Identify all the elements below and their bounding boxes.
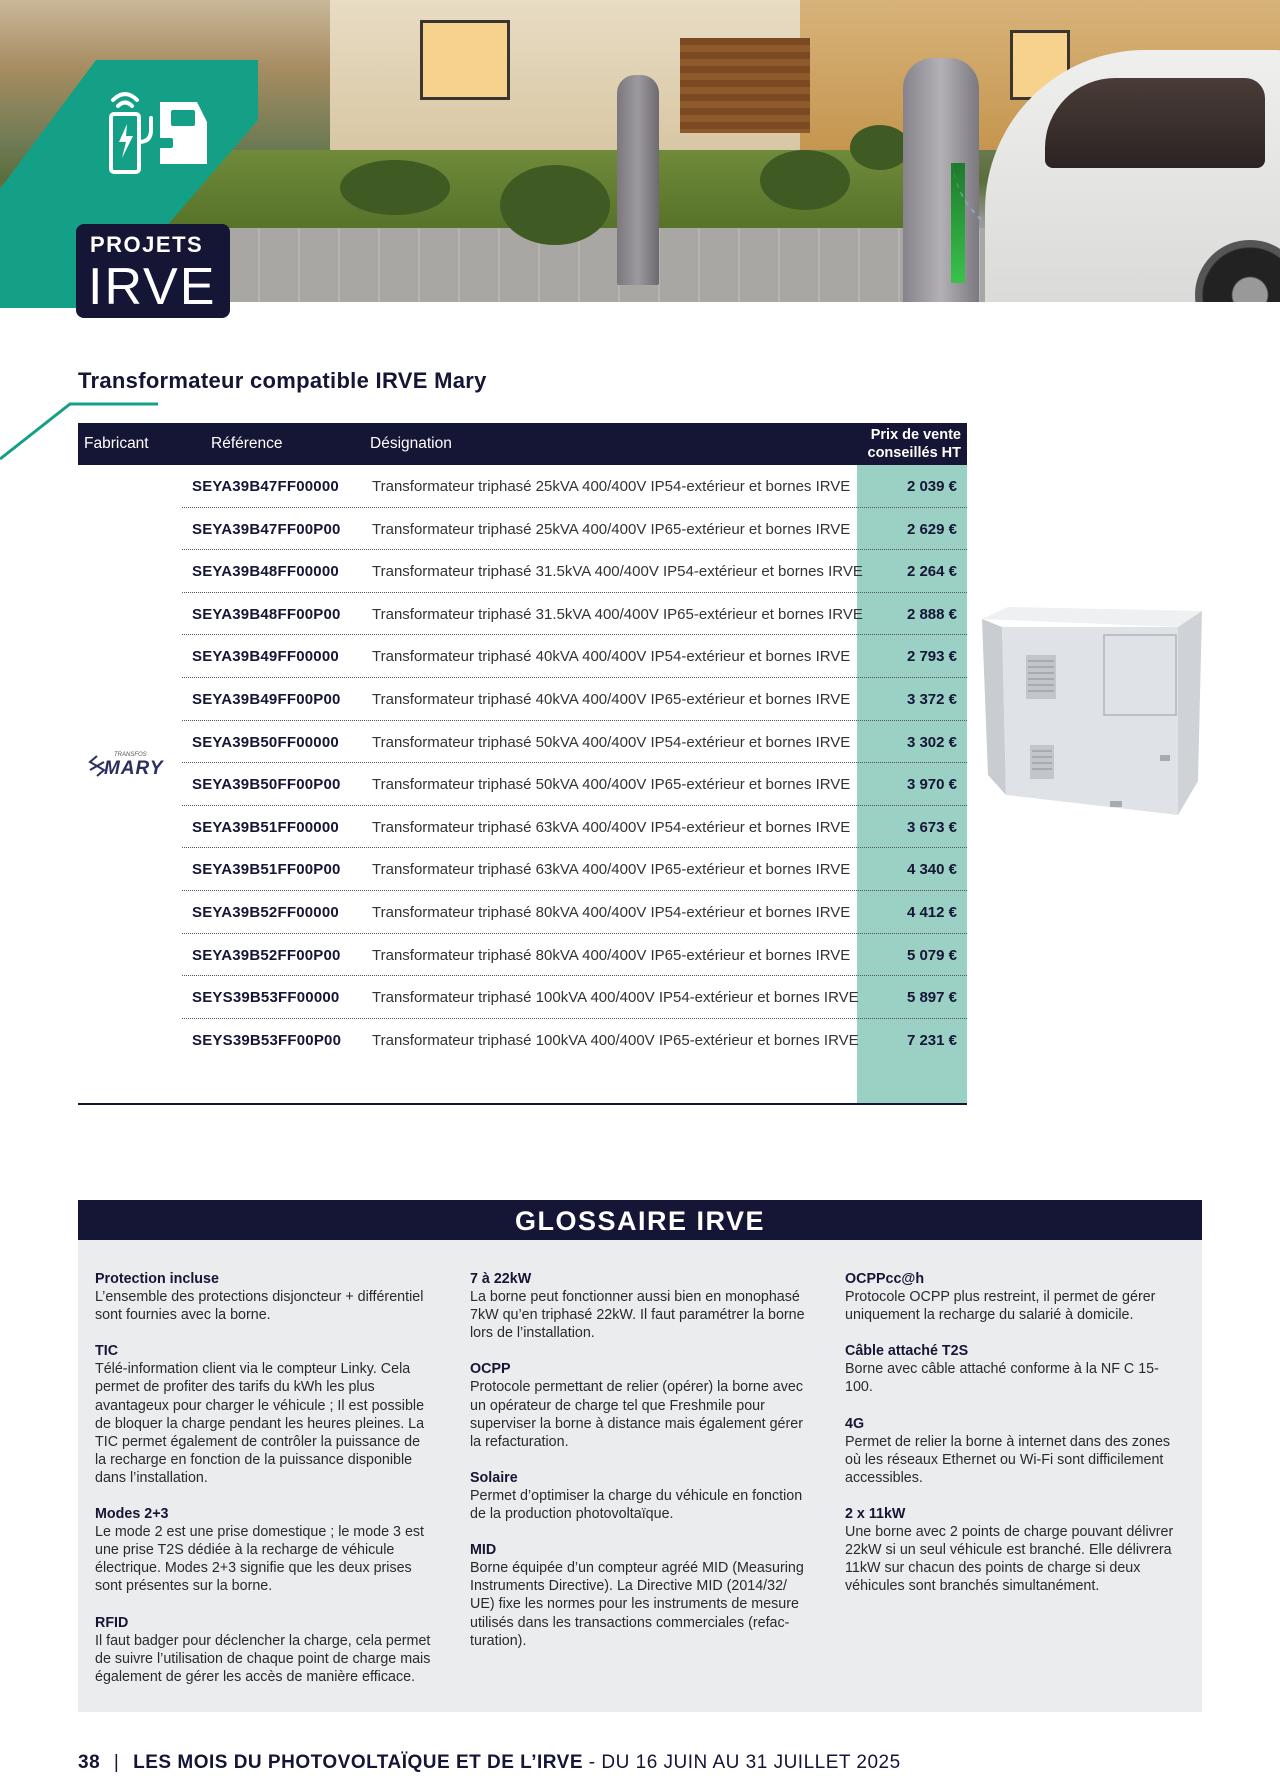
glossary-definition: Il faut badger pour déclencher la charge, cela permet de suivre l’utilisation de chaque point de charge mais également de gérer les accès de manière efficace.	[95, 1632, 431, 1685]
table-row	[182, 1019, 967, 1062]
table-row	[182, 678, 967, 721]
cell-designation: Transformateur triphasé 25kVA 400/400V IP54-extérieur et bornes IRVE	[372, 478, 851, 495]
footer-separator: |	[113, 1752, 120, 1773]
page-number: 38	[78, 1752, 101, 1773]
cell-reference: SEYA39B50FF00P00	[192, 776, 341, 794]
cell-reference: SEYA39B52FF00P00	[192, 946, 341, 964]
glossary-definition: Borne avec câble attaché conforme à la NF C 15-100.	[845, 1361, 1159, 1396]
hero-window	[420, 20, 510, 100]
cell-reference: SEYS39B53FF00P00	[192, 1031, 342, 1049]
glossary-term: Câble attaché T2S	[845, 1343, 969, 1360]
table-row	[182, 465, 967, 508]
page-footer	[78, 1752, 901, 1774]
cell-prix: 2 039 €	[906, 478, 957, 495]
car-wheel	[1195, 240, 1280, 302]
car-window	[1045, 78, 1265, 168]
glossary-term: OCPPcc@h	[845, 1271, 925, 1287]
cell-prix: 2 264 €	[906, 563, 957, 581]
table-row	[182, 891, 967, 934]
header-prix: Prix de vente conseillés HT	[867, 427, 961, 461]
glossary-item	[845, 1505, 1185, 1595]
cell-prix: 3 372 €	[906, 691, 957, 708]
cell-designation: Transformateur triphasé 63kVA 400/400V IP65-extérieur et bornes IRVE	[372, 861, 851, 879]
glossary-definition: L’ensemble des protections disjoncteur + différentiel sont fournies avec la borne.	[95, 1289, 424, 1324]
glossary-term: 7 à 22kW	[470, 1271, 532, 1287]
cell-prix: 5 897 €	[906, 989, 957, 1007]
glossary-term: MID	[470, 1542, 497, 1559]
cell-designation: Transformateur triphasé 50kVA 400/400V IP54-extérieur et bornes IRVE	[372, 733, 851, 751]
cell-prix: 3 673 €	[906, 818, 957, 836]
glossary-item	[470, 1541, 810, 1650]
table-row	[182, 635, 967, 678]
hero-bush	[760, 150, 850, 210]
cell-designation: Transformateur triphasé 100kVA 400/400V IP65-extérieur et bornes IRVE	[372, 1031, 859, 1049]
badge-line1: PROJETS	[90, 232, 204, 257]
glossary-definition: Le mode 2 est une prise domestique ; le mode 3 est une prise T2S dédiée à la recharge de véhicule électrique. Modes 2+3 signifie que les deux prises sont présentes sur la borne.	[95, 1524, 425, 1595]
cell-prix: 7 231 €	[906, 1031, 957, 1049]
table-header	[78, 423, 967, 465]
table-row	[182, 508, 967, 551]
glossary-term: 4G	[845, 1415, 865, 1432]
glossary-item	[845, 1270, 1185, 1324]
hero-garage	[680, 38, 810, 133]
cell-designation: Transformateur triphasé 40kVA 400/400V IP54-extérieur et bornes IRVE	[372, 648, 851, 666]
table-body	[78, 465, 967, 1105]
glossary-item	[95, 1342, 435, 1487]
cell-prix: 3 970 €	[906, 776, 957, 794]
cell-prix: 4 340 €	[906, 861, 957, 879]
glossary-term: Solaire	[470, 1469, 518, 1486]
header-reference: Référence	[211, 435, 283, 452]
glossary-panel	[78, 1200, 1202, 1712]
section-title: Transformateur compatible IRVE Mary	[78, 368, 487, 393]
cell-designation: Transformateur triphasé 80kVA 400/400V IP65-extérieur et bornes IRVE	[372, 946, 851, 964]
glossary-definition: Protocole permettant de relier (opérer) la borne avec un opérateur de charge tel que Freshmile pour superviser la borne à distance mais également gérer la refacturation.	[470, 1379, 803, 1450]
table-row	[182, 763, 967, 806]
cell-prix: 2 793 €	[906, 648, 957, 666]
cell-designation: Transformateur triphasé 80kVA 400/400V IP54-extérieur et bornes IRVE	[372, 904, 851, 921]
badge-line2: IRVE	[88, 258, 217, 316]
cell-reference: SEYA39B49FF00000	[192, 648, 339, 666]
cell-reference: SEYA39B50FF00000	[192, 733, 339, 751]
cell-designation: Transformateur triphasé 50kVA 400/400V IP65-extérieur et bornes IRVE	[372, 776, 851, 794]
hero-bush	[340, 160, 450, 215]
table-row	[182, 806, 967, 849]
brand-small-text: TRANSFOS	[114, 752, 147, 758]
table-row	[182, 721, 967, 764]
brand-name: MARY	[104, 758, 164, 779]
glossary-column-1	[95, 1270, 435, 1704]
glossary-definition: La borne peut fonctionner aussi bien en monophasé 7kW qu’en triphasé 22kW. Il faut paramétrer la borne lors de l’installation.	[470, 1289, 805, 1342]
price-table	[78, 423, 967, 1105]
glossary-item	[95, 1614, 435, 1686]
footer-title: LES MOIS DU PHOTOVOLTAÏQUE ET DE L’IRVE	[133, 1752, 584, 1773]
table-row	[182, 848, 967, 891]
glossary-term: TIC	[95, 1343, 119, 1360]
cell-designation: Transformateur triphasé 100kVA 400/400V IP54-extérieur et bornes IRVE	[372, 989, 859, 1007]
cell-designation: Transformateur triphasé 63kVA 400/400V IP54-extérieur et bornes IRVE	[372, 818, 851, 836]
glossary-item	[470, 1270, 810, 1342]
cell-prix: 4 412 €	[906, 904, 957, 921]
cell-prix: 2 629 €	[906, 520, 957, 538]
cell-designation: Transformateur triphasé 25kVA 400/400V IP65-extérieur et bornes IRVE	[372, 520, 851, 538]
glossary-item	[95, 1505, 435, 1595]
cell-designation: Transformateur triphasé 40kVA 400/400V IP65-extérieur et bornes IRVE	[372, 691, 851, 708]
glossary-term: RFID	[95, 1614, 129, 1631]
ev-charger-icon	[105, 82, 220, 177]
glossary-term: OCPP	[470, 1361, 511, 1378]
glossary-item	[470, 1469, 810, 1523]
cell-reference: SEYA39B47FF00000	[192, 478, 339, 495]
glossary-term: Modes 2+3	[95, 1506, 169, 1523]
glossary-column-3	[845, 1270, 1185, 1613]
glossary-term: 2 x 11kW	[845, 1505, 906, 1522]
table-row	[182, 934, 967, 977]
cell-reference: SEYA39B47FF00P00	[192, 520, 341, 538]
projects-badge	[76, 224, 230, 318]
cell-reference: SEYS39B53FF00000	[192, 989, 340, 1007]
glossary-item	[470, 1360, 810, 1450]
cell-prix: 2 888 €	[906, 605, 957, 623]
table-row	[182, 593, 967, 636]
cell-designation: Transformateur triphasé 31.5kVA 400/400V IP54-extérieur et bornes IRVE	[372, 563, 863, 581]
glossary-definition: Protocole OCPP plus restreint, il permet de gérer uniquement la recharge du salarié à domicile.	[845, 1289, 1156, 1324]
header-fabricant: Fabricant	[84, 435, 149, 452]
glossary-definition: Télé-information client via le compteur Linky. Cela permet de profiter des tarifs du kWh les plus avantageux pour charger le véhicule ; Il est possible de bloquer la charge pendant les heures pleines. La TIC permet également de contrôler la puissance de la recharge en fonction de la puissance disponible dans l’installation.	[95, 1361, 425, 1486]
glossary-column-2	[470, 1270, 810, 1668]
charging-station-pole	[617, 75, 659, 285]
glossary-item	[845, 1415, 1185, 1487]
footer-dates: - DU 16 JUIN AU 31 JUILLET 2025	[583, 1752, 901, 1773]
cell-reference: SEYA39B51FF00000	[192, 818, 339, 836]
header-designation: Désignation	[370, 435, 452, 452]
cell-prix: 3 302 €	[906, 733, 957, 751]
glossary-term: Protection incluse	[95, 1271, 219, 1287]
cell-reference: SEYA39B49FF00P00	[192, 691, 341, 708]
glossary-item	[95, 1270, 435, 1324]
cell-prix: 5 079 €	[906, 946, 957, 964]
transformer-product-image	[982, 605, 1202, 825]
hero-bush	[850, 125, 910, 170]
glossary-title: GLOSSAIRE IRVE	[78, 1200, 1202, 1240]
mary-brand-logo	[86, 752, 182, 782]
cell-reference: SEYA39B48FF00000	[192, 563, 339, 581]
glossary-definition: Permet d’optimiser la charge du véhicule en fonction de la production photovoltaïque.	[470, 1487, 803, 1523]
table-row	[182, 550, 967, 593]
glossary-definition: Une borne avec 2 points de charge pouvant délivrer 22kW si un seul véhicule est branché. Elle délivrera 11kW sur chacun des points de charge si deux véhicules sont branchés simultanément.	[845, 1524, 1174, 1595]
glossary-definition: Permet de relier la borne à internet dans des zones où les réseaux Ethernet ou Wi-Fi sont difficilement accessibles.	[845, 1433, 1171, 1486]
cell-reference: SEYA39B48FF00P00	[192, 605, 341, 623]
cell-reference: SEYA39B51FF00P00	[192, 861, 341, 879]
glossary-definition: Borne équipée d’un compteur agréé MID (Measuring Instruments Directive). La Directive MID (2014/32/ UE) fixe les normes pour les instruments de mesure utilisés dans les transactions commerciales (refac- turation).	[470, 1560, 804, 1649]
table-row	[182, 976, 967, 1019]
glossary-item	[845, 1342, 1185, 1396]
hero-bush	[500, 165, 610, 245]
cell-reference: SEYA39B52FF00000	[192, 904, 339, 921]
cell-designation: Transformateur triphasé 31.5kVA 400/400V IP65-extérieur et bornes IRVE	[372, 605, 863, 623]
